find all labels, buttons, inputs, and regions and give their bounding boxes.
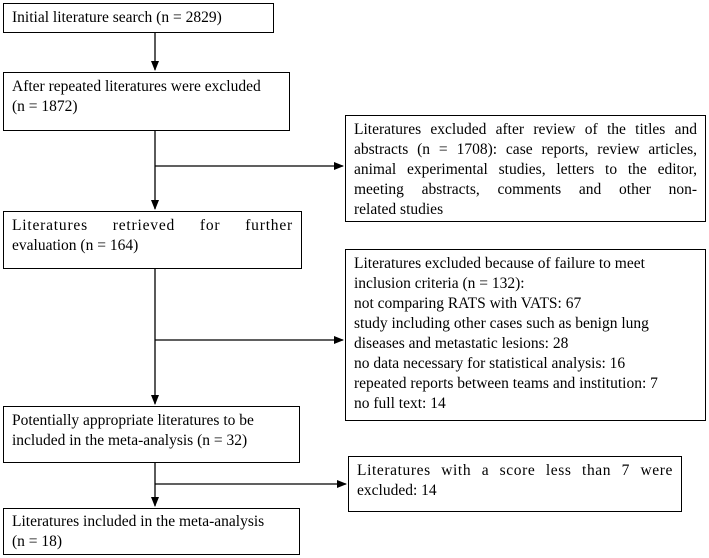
after-repeated-box — [3, 72, 290, 131]
after-repeated-line-1: After repeated literatures were excluded — [12, 78, 261, 95]
excluded-criteria-line-5: diseases and metastatic lesions: 28 — [354, 335, 569, 352]
excluded-criteria-line-2: inclusion criteria (n = 132): — [354, 275, 525, 292]
initial-search-text: Initial literature search (n = 2829) — [12, 9, 222, 26]
excluded-criteria-line-8: no full text: 14 — [354, 395, 446, 412]
excluded-criteria-line-6: no data necessary for statistical analysis: 16 — [354, 355, 626, 372]
included-line-1: Literatures included in the meta-analysis — [12, 513, 265, 530]
potentially-box — [3, 406, 300, 463]
included-box — [3, 508, 300, 555]
excluded-criteria-line-3: not comparing RATS with VATS: 67 — [354, 295, 582, 312]
score-excluded-line-1: Literatures with a score less than 7 were — [357, 462, 673, 479]
included-line-2: (n = 18) — [12, 533, 63, 550]
excluded-criteria-box — [345, 249, 706, 421]
excluded-titles-line-1: Literatures excluded after review of the titles and — [354, 121, 697, 138]
excluded-criteria-line-1: Literatures excluded because of failure to meet — [354, 255, 645, 272]
excluded-titles-line-5: related studies — [354, 201, 444, 218]
initial-search-box — [3, 3, 274, 33]
excluded-criteria-line-7: repeated reports between teams and institution: 7 — [354, 375, 658, 392]
excluded-criteria-line-4: study including other cases such as benign lung — [354, 315, 649, 332]
potentially-line-1: Potentially appropriate literatures to be — [12, 412, 254, 429]
retrieved-box — [3, 211, 302, 269]
after-repeated-line-2: (n = 1872) — [12, 98, 78, 115]
score-excluded-box — [348, 456, 682, 512]
excluded-titles-box — [345, 115, 706, 222]
excluded-titles-line-3: animal experimental studies, letters to the editor, — [354, 161, 697, 178]
score-excluded-line-2: excluded: 14 — [357, 482, 437, 499]
excluded-titles-line-2: abstracts (n = 1708): case reports, review articles, — [354, 141, 697, 158]
potentially-line-2: included in the meta-analysis (n = 32) — [12, 432, 248, 449]
retrieved-line-1: Literatures retrieved for further — [12, 217, 293, 234]
excluded-titles-line-4: meeting abstracts, comments and other non- — [354, 181, 697, 198]
retrieved-line-2: evaluation (n = 164) — [12, 237, 139, 254]
